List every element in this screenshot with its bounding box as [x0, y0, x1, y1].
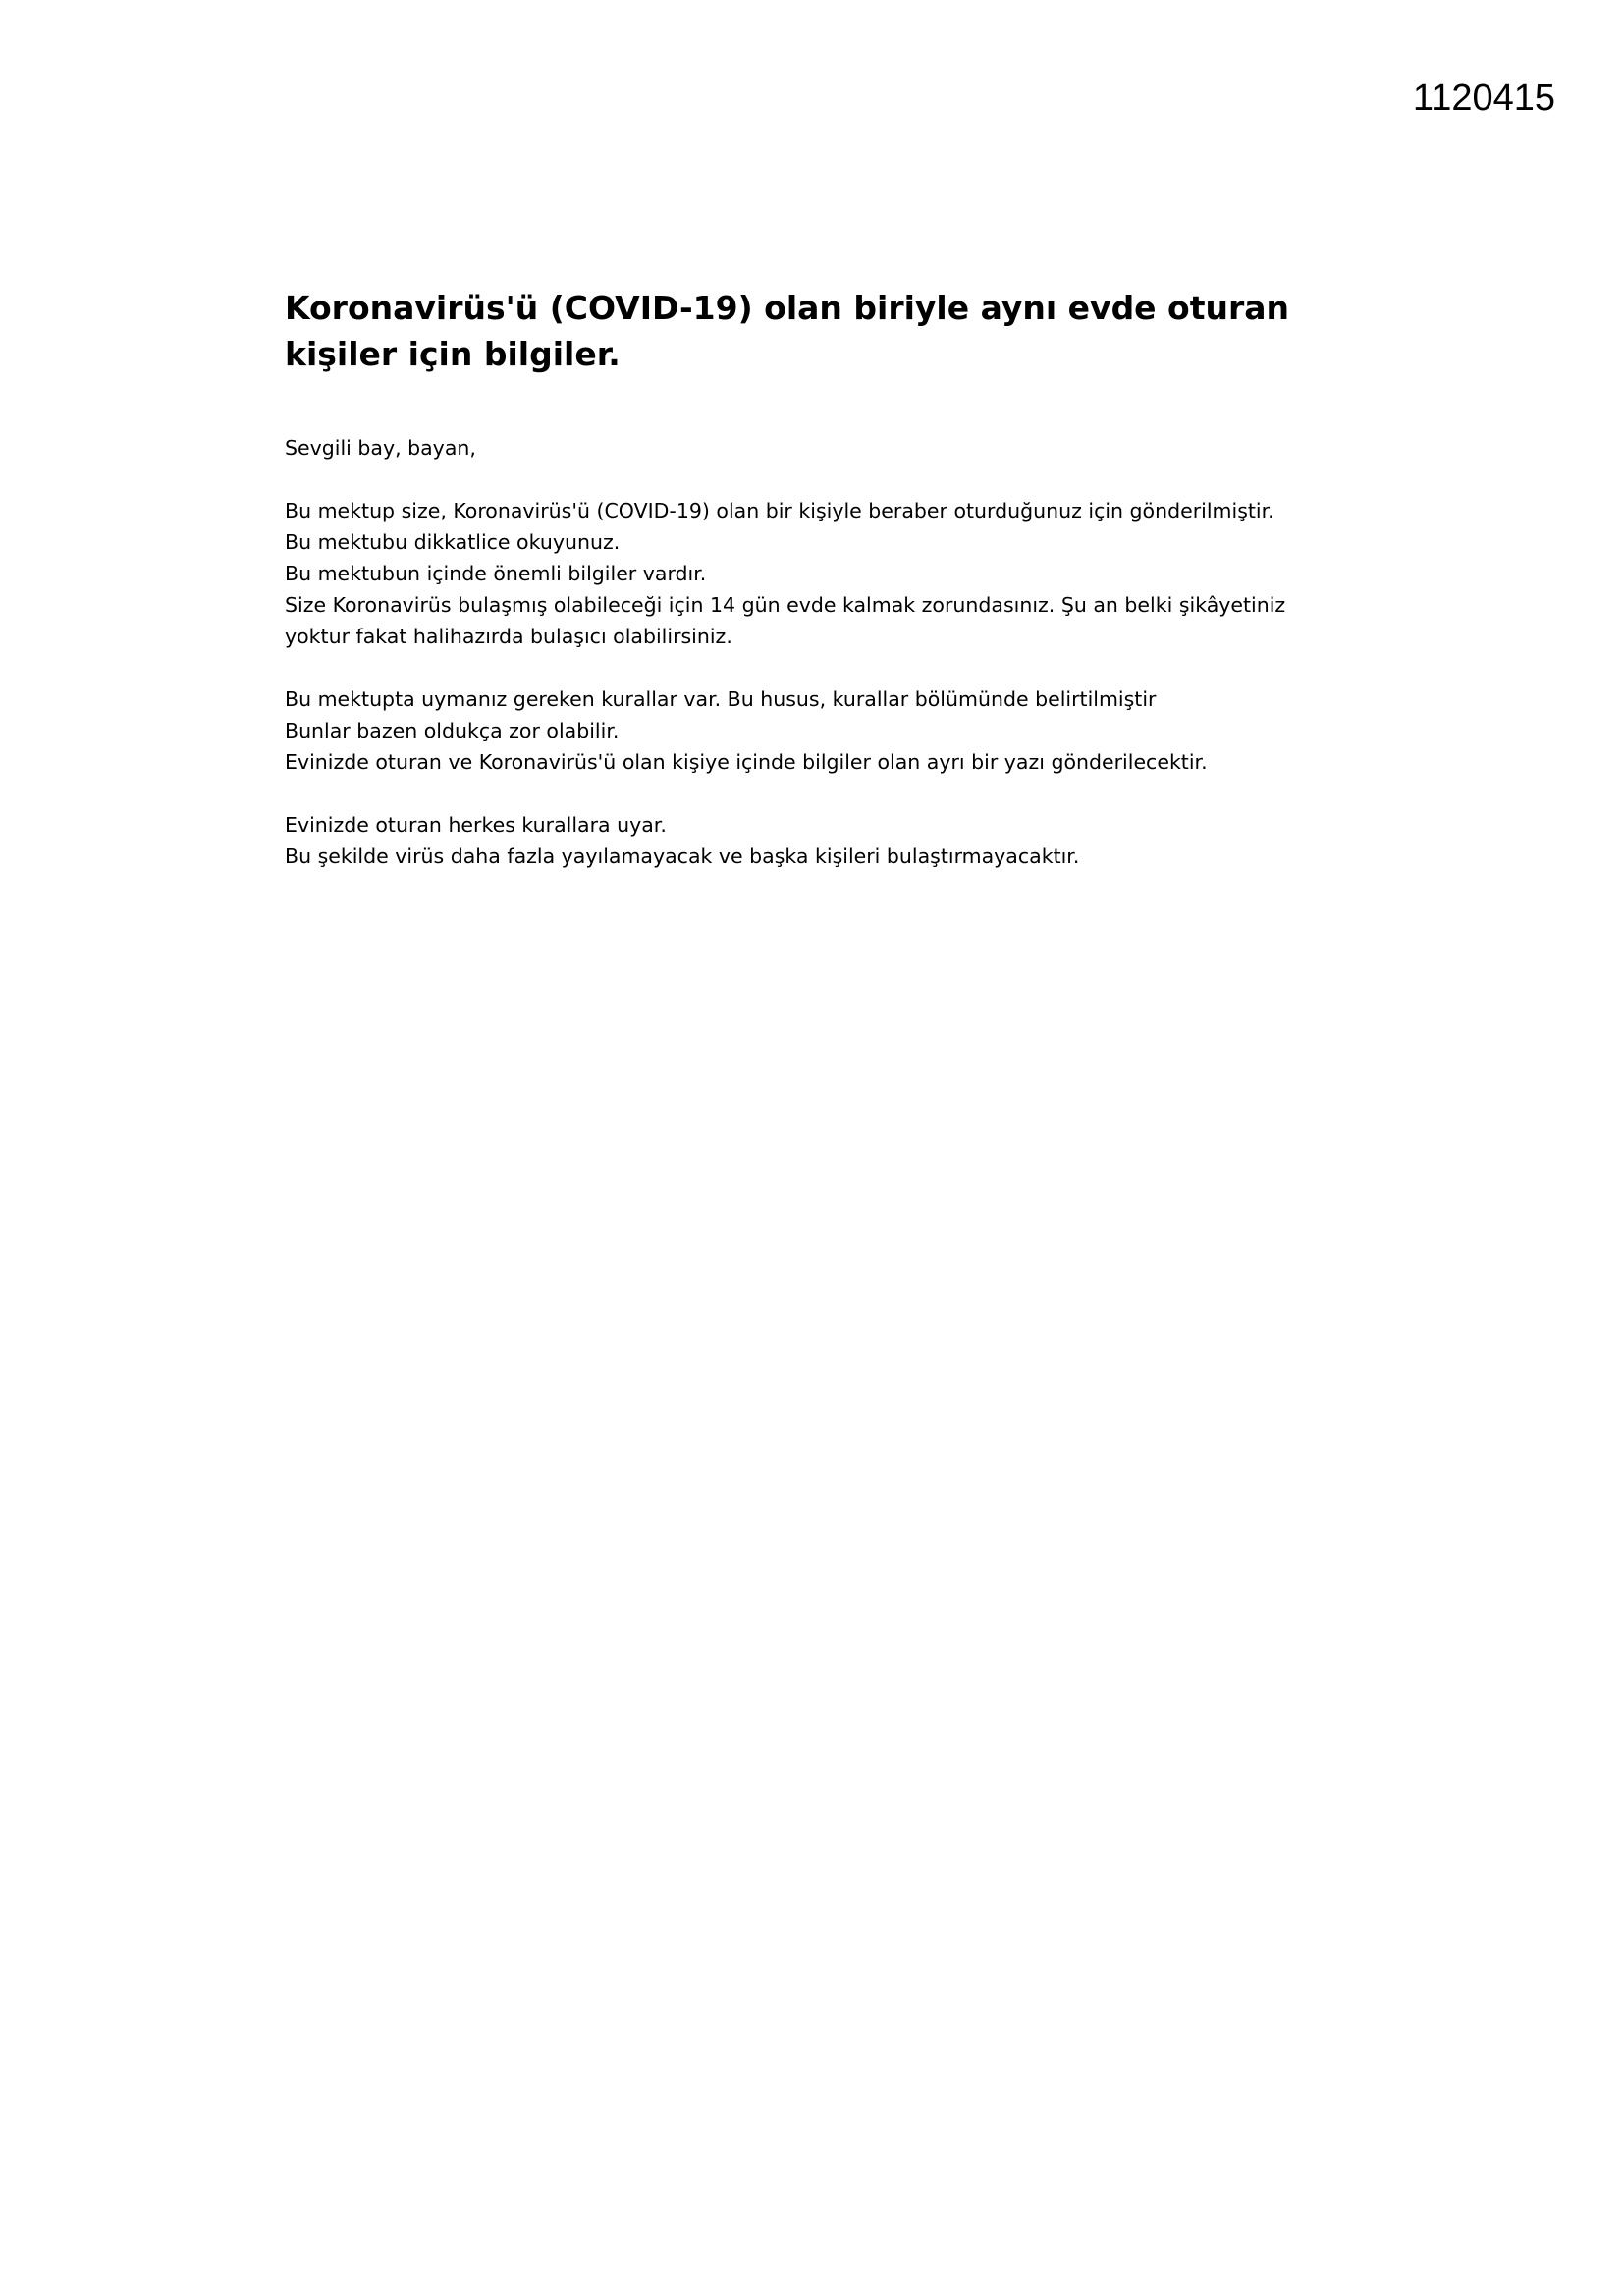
document-number: 1120415 [1412, 78, 1555, 119]
paragraph-line: Evinizde oturan herkes kurallara uyar. [285, 813, 667, 837]
paragraph-line: Bu mektupta uymanız gereken kurallar var. Bu husus, kurallar bölümünde belirtilmiştir [285, 687, 1157, 711]
paragraph-line: Bunlar bazen oldukça zor olabilir. [285, 719, 620, 742]
letter-body [285, 285, 1345, 872]
letter-title: Koronavirüs'ü (COVID-19) olan biriyle aynı evde oturan kişiler için bilgiler. [285, 289, 1290, 373]
paragraph-line: Evinizde oturan ve Koronavirüs'ü olan kişiye içinde bilgiler olan ayrı bir yazı gönderilecektir. [285, 750, 1208, 774]
paragraph-line: Bu mektup size, Koronavirüs'ü (COVID-19) olan bir kişiyle beraber oturduğunuz için gönderilmiştir. [285, 499, 1274, 522]
paragraph [285, 495, 1345, 652]
paragraph-line: Size Koronavirüs bulaşmış olabileceği için 14 gün evde kalmak zorundasınız. Şu an belki şikâyetiniz [285, 593, 1286, 617]
paragraph [285, 809, 1345, 872]
paragraph [285, 683, 1345, 778]
paragraph-line: Bu şekilde virüs daha fazla yayılamayacak ve başka kişileri bulaştırmayacaktır. [285, 845, 1080, 868]
letter-salutation: Sevgili bay, bayan, [285, 436, 476, 460]
paragraph-line: yoktur fakat halihazırda bulaşıcı olabilirsiniz. [285, 625, 732, 648]
paragraph-line: Bu mektubun içinde önemli bilgiler vardır. [285, 562, 707, 585]
paragraph-line: Bu mektubu dikkatlice okuyunuz. [285, 530, 621, 554]
